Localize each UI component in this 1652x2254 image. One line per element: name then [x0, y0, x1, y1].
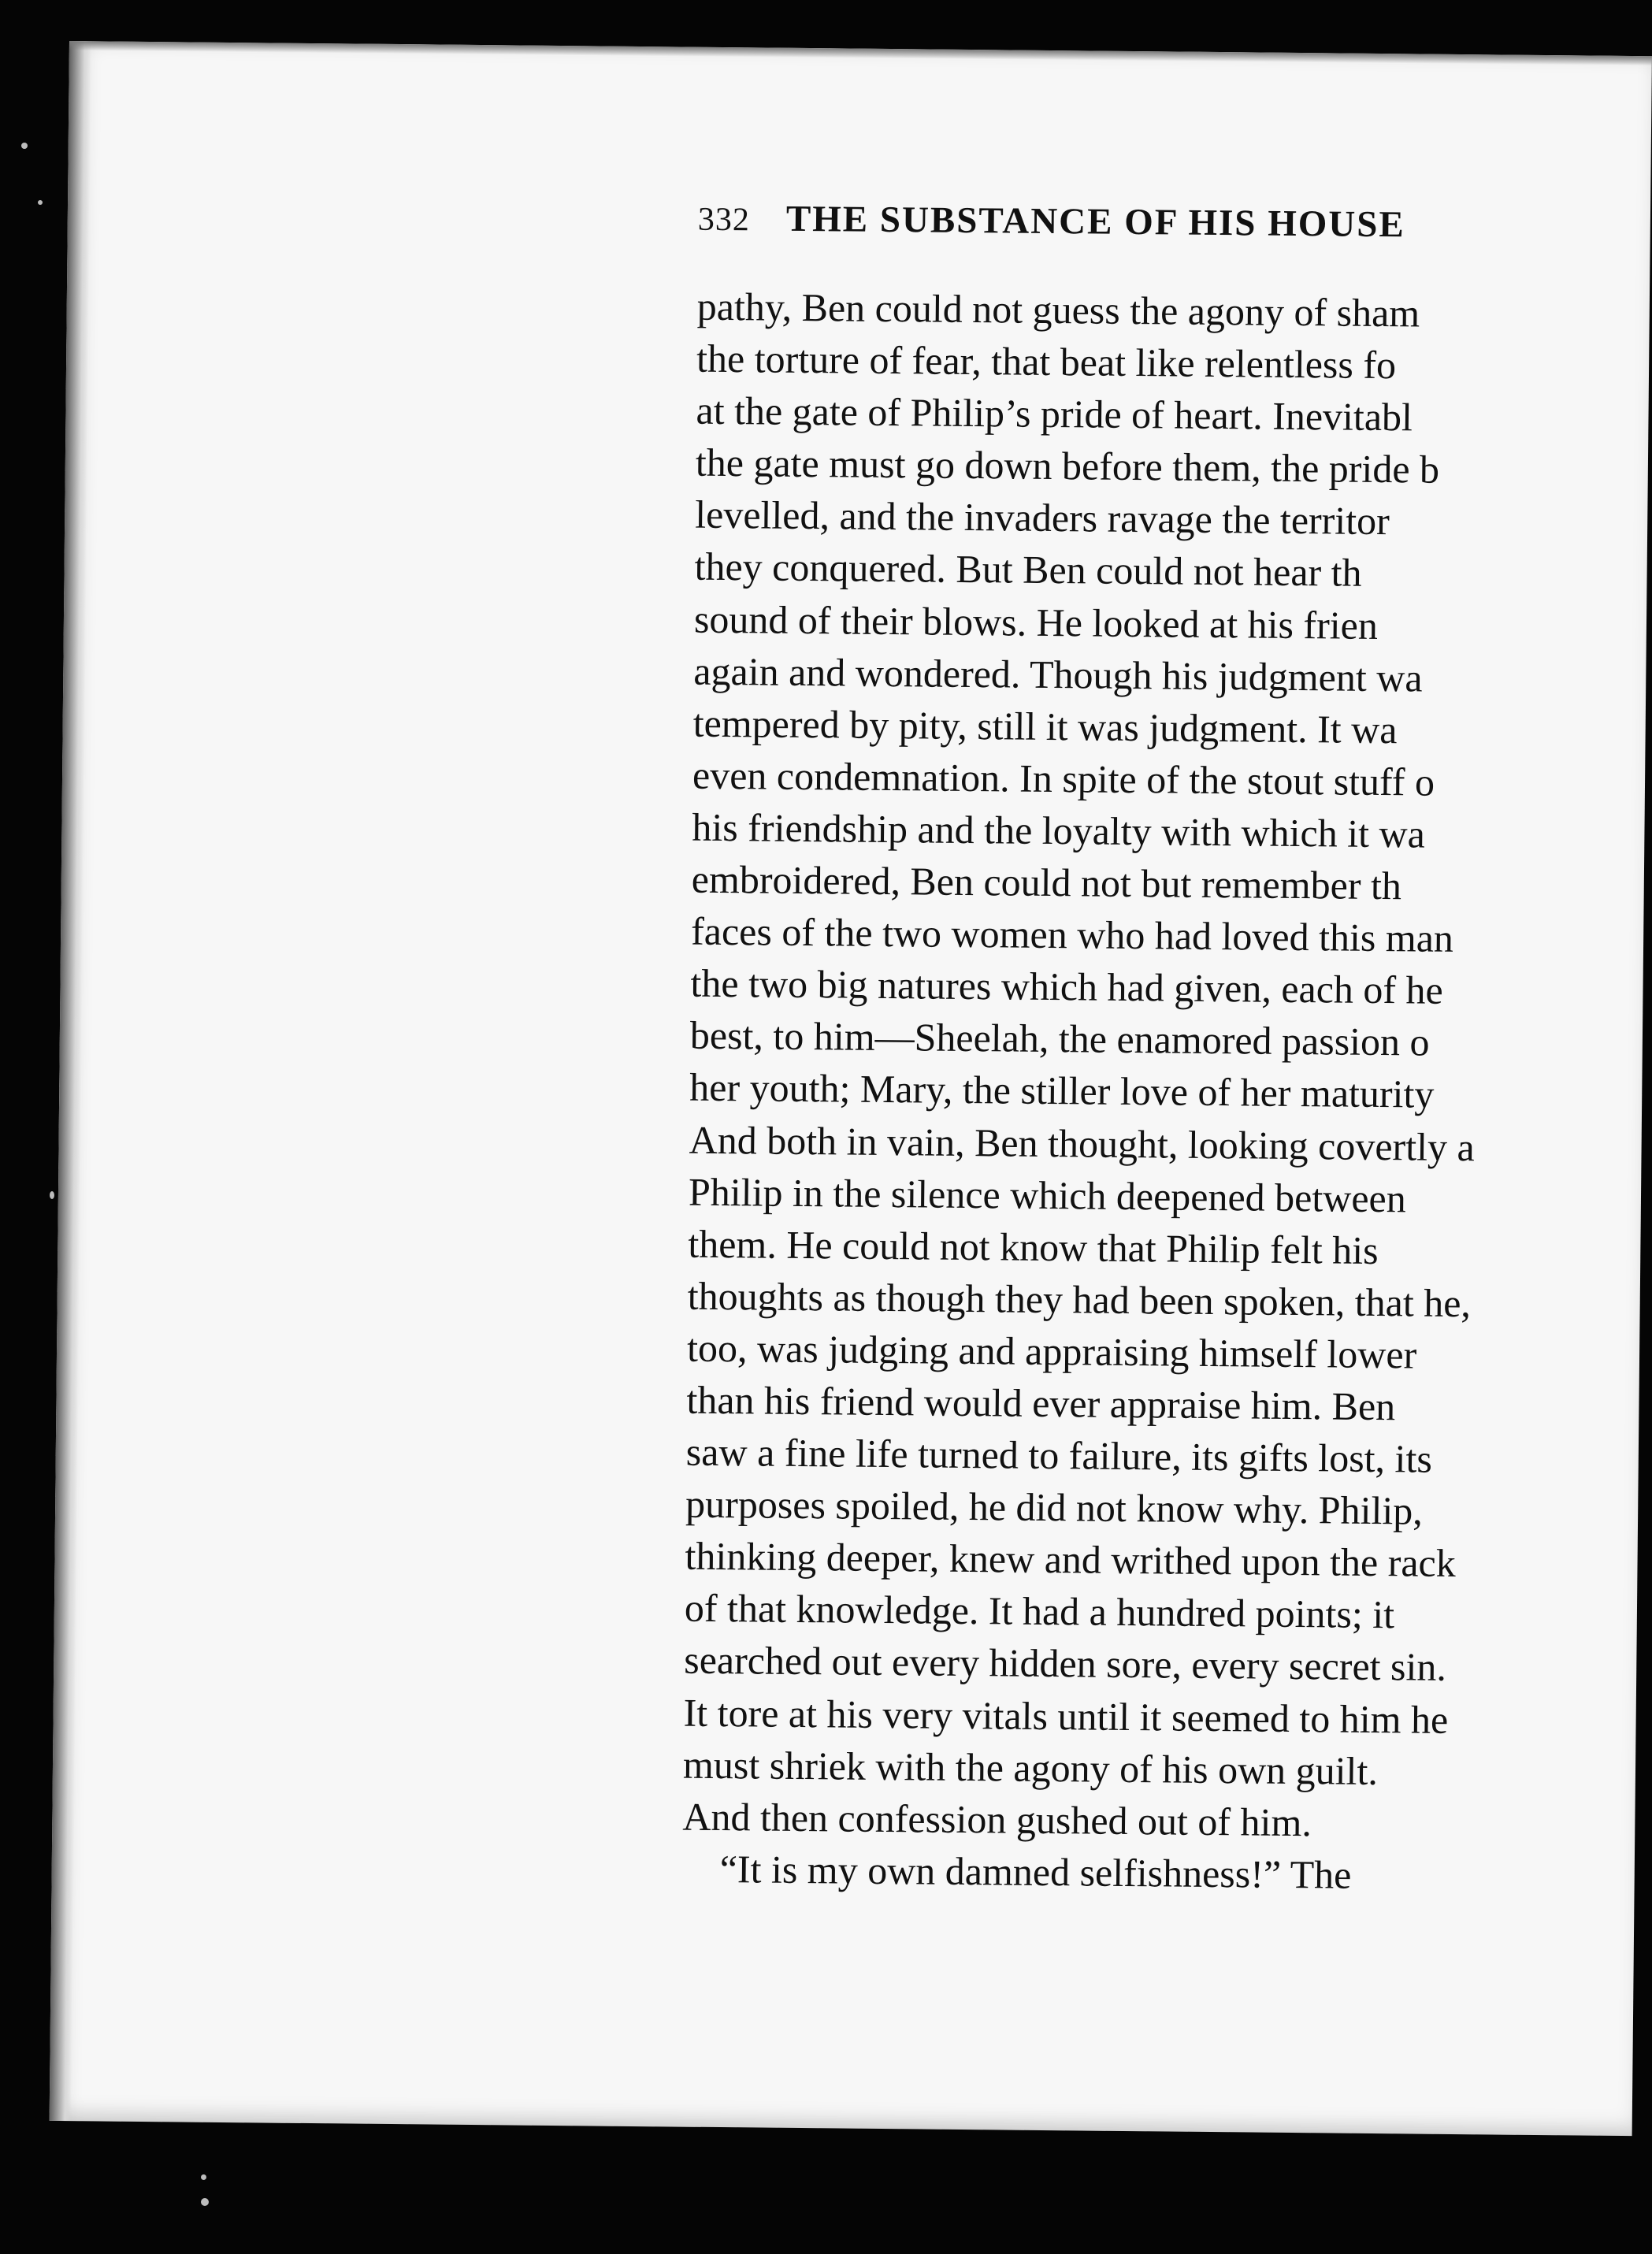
text-line: of that knowledge. It had a hundred points; it — [684, 1585, 1395, 1637]
text-line: And both in vain, Ben thought, looking covertly a — [689, 1117, 1475, 1169]
page-number: 332 — [697, 201, 751, 239]
text-line: than his friend would ever appraise him. Ben — [686, 1377, 1396, 1429]
text-line: them. He could not know that Philip felt his — [688, 1221, 1379, 1272]
text-line: again and wondered. Though his judgment wa — [693, 648, 1423, 700]
text-line: his friendship and the loyalty with which it wa — [692, 804, 1426, 856]
text-line: tempered by pity, still it was judgment. It wa — [692, 700, 1398, 752]
scanned-book-page — [50, 41, 1652, 2136]
text-line: at the gate of Philip’s pride of heart. Inevitabl — [696, 388, 1413, 440]
text-line: embroidered, Ben could not but remember th — [691, 856, 1402, 908]
running-title: THE SUBSTANCE OF HIS HOUSE — [785, 198, 1406, 246]
film-dust-speck — [38, 200, 43, 205]
text-line: too, was judging and appraising himself lower — [686, 1325, 1417, 1377]
text-line: Philip in the silence which deepened between — [688, 1169, 1407, 1220]
text-line: her youth; Mary, the stiller love of her maturity — [689, 1065, 1435, 1117]
text-line: pathy, Ben could not guess the agony of sham — [696, 284, 1420, 336]
film-dust-speck — [21, 143, 28, 149]
text-line: purposes spoiled, he did not know why. Philip, — [685, 1481, 1424, 1533]
film-dust-speck — [50, 1191, 54, 1199]
text-line: “It is my own damned selfishness!” The — [719, 1846, 1352, 1897]
text-line: the gate must go down before them, the pride b — [695, 440, 1440, 492]
text-line: they conquered. But Ben could not hear th — [694, 544, 1362, 596]
text-line: It tore at his very vitals until it seemed to him he — [683, 1690, 1449, 1742]
text-line: And then confession gushed out of him. — [682, 1794, 1312, 1844]
text-line: faces of the two women who had loved this man — [690, 908, 1454, 961]
film-dust-speck — [201, 2174, 206, 2180]
text-line: the two big natures which had given, each of he — [690, 960, 1444, 1013]
text-line: levelled, and the invaders ravage the territor — [694, 492, 1390, 544]
text-line: best, to him—Sheelah, the enamored passion o — [689, 1012, 1430, 1064]
text-line: sound of their blows. He looked at his frien — [693, 596, 1379, 648]
text-line: thinking deeper, knew and writhed upon the rack — [685, 1533, 1457, 1586]
text-line: thoughts as though they had been spoken, that he, — [687, 1273, 1472, 1325]
text-line: saw a fine life turned to failure, its gifts lost, its — [685, 1429, 1433, 1481]
text-line: the torture of fear, that beat like relentless fo — [696, 336, 1397, 388]
text-line: searched out every hidden sore, every secret sin. — [684, 1638, 1447, 1690]
page-header — [697, 197, 1652, 269]
film-dust-speck — [201, 2198, 209, 2206]
text-line: must shriek with the agony of his own guilt. — [682, 1742, 1379, 1793]
body-text — [681, 280, 1651, 1904]
text-line: even condemnation. In spite of the stout stuff o — [692, 752, 1435, 804]
page-content — [681, 197, 1651, 1904]
